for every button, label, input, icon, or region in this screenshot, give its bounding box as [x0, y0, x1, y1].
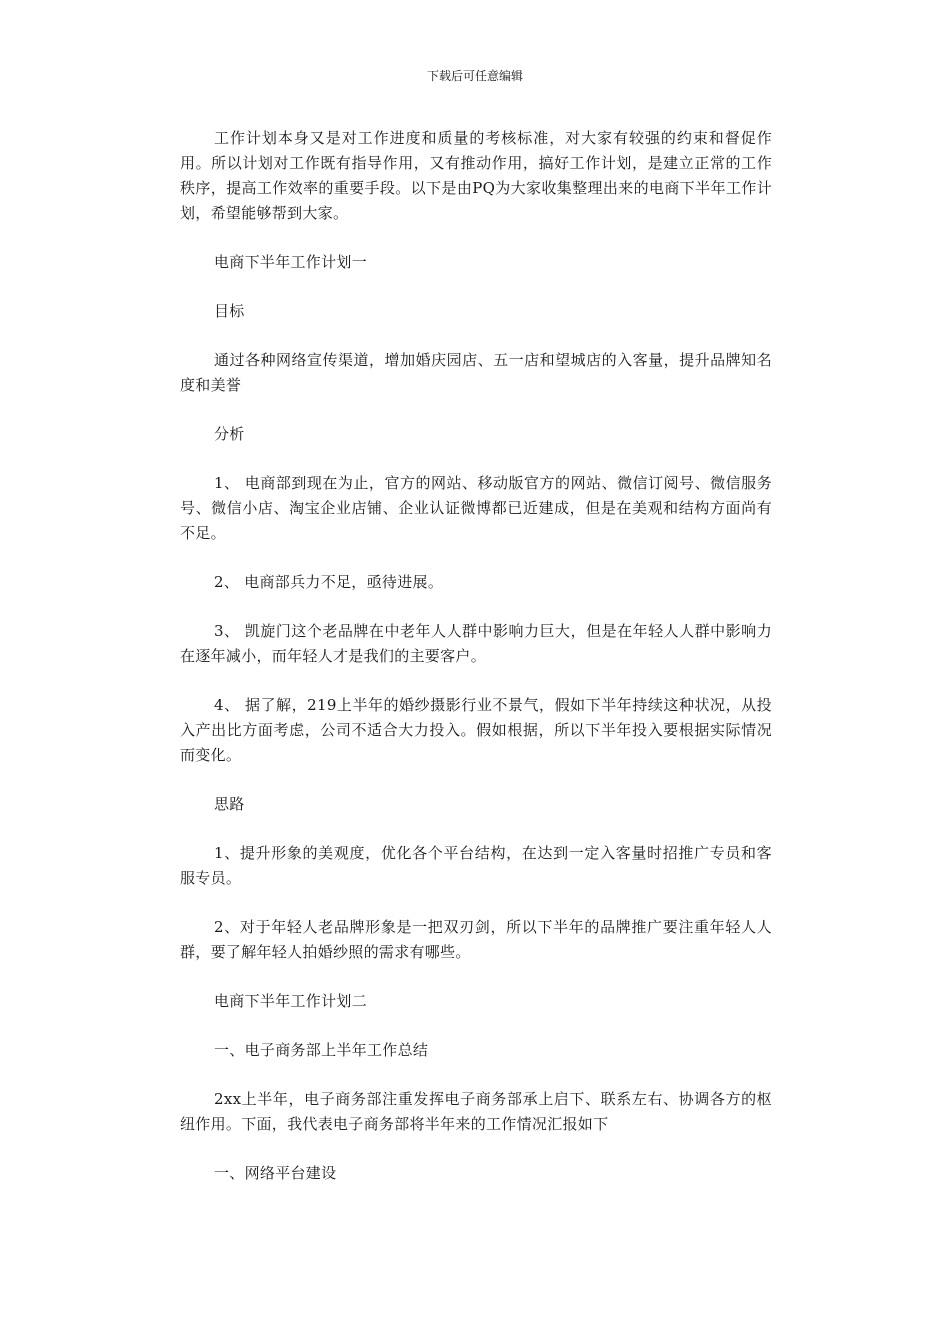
approach-item-2: 2、对于年轻人老品牌形象是一把双刃剑，所以下半年的品牌推广要注重年轻人人群，要了解年轻人拍婚纱照的需求有哪些。 — [180, 918, 772, 961]
subheading-analysis: 分析 — [214, 425, 245, 443]
subheading-goal: 目标 — [214, 302, 245, 320]
page-header: 下载后可任意编辑 — [426, 69, 523, 83]
subheading-summary: 一、电子商务部上半年工作总结 — [214, 1041, 429, 1059]
approach-item-1: 1、提升形象的美观度，优化各个平台结构，在达到一定入客量时招推广专员和客服专员。 — [180, 844, 772, 887]
analysis-item-1: 1、 电商部到现在为止，官方的网站、移动版官方的网站、微信订阅号、微信服务号、微信小店、淘宝企业店铺、企业认证微博都已近建成，但是在美观和结构方面尚有不足。 — [180, 474, 772, 542]
analysis-item-2: 2、 电商部兵力不足，亟待进展。 — [214, 573, 444, 591]
summary-paragraph: 2xx上半年，电子商务部注重发挥电子商务部承上启下、联系左右、协调各方的枢纽作用。下面，我代表电子商务部将半年来的工作情况汇报如下 — [180, 1090, 772, 1133]
document-body — [180, 126, 772, 1210]
intro-paragraph: 工作计划本身又是对工作进度和质量的考核标准，对大家有较强的约束和督促作用。所以计划对工作既有指导作用，又有推动作用，搞好工作计划，是建立正常的工作秩序，提高工作效率的重要手段。以下是由PQ为大家收集整理出来的电商下半年工作计划，希望能够帮到大家。 — [180, 129, 772, 222]
section-heading-plan-two: 电商下半年工作计划二 — [214, 992, 368, 1010]
analysis-item-3: 3、 凯旋门这个老品牌在中老年人人群中影响力巨大，但是在年轻人人群中影响力在逐年减小，而年轻人才是我们的主要客户。 — [180, 622, 772, 665]
goal-paragraph: 通过各种网络宣传渠道，增加婚庆园店、五一店和望城店的入客量，提升品牌知名度和美誉 — [180, 351, 772, 394]
analysis-item-4: 4、 据了解，219上半年的婚纱摄影行业不景气，假如下半年持续这种状况，从投入产出比方面考虑，公司不适合大力投入。假如根据，所以下半年投入要根据实际情况而变化。 — [180, 696, 772, 764]
subheading-approach: 思路 — [214, 795, 245, 813]
section-heading-plan-one: 电商下半年工作计划一 — [214, 253, 368, 271]
subheading-platform: 一、网络平台建设 — [214, 1164, 337, 1182]
